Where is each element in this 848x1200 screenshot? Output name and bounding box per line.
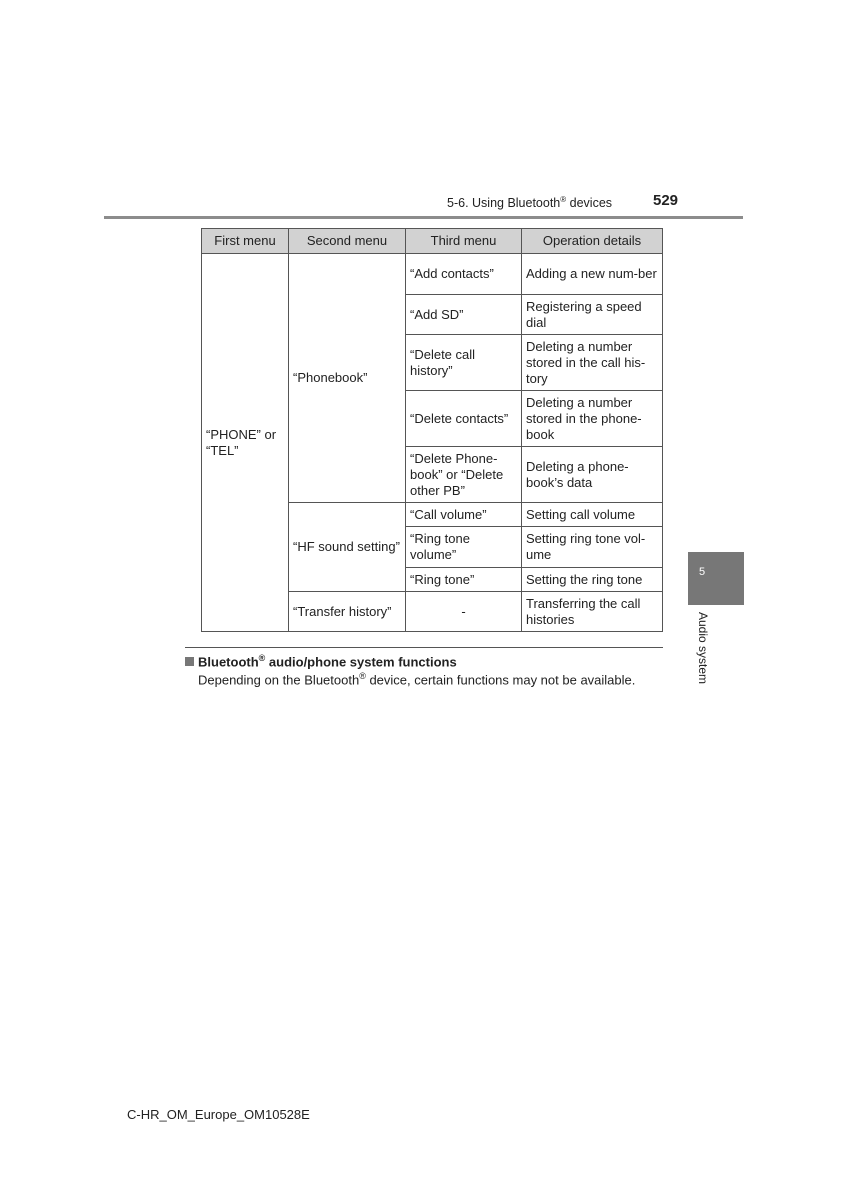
table-header-row [202,229,663,254]
third-menu-cell: “Delete contacts” [406,391,522,447]
note-body-prefix: Depending on the Bluetooth [198,672,360,688]
menu-table [201,228,663,632]
details-cell: Deleting a number stored in the phone-book [522,391,663,447]
note-title-suffix: audio/phone system functions [265,654,457,670]
document-code: C-HR_OM_Europe_OM10528E [127,1107,310,1122]
third-menu-cell: “Add SD” [406,295,522,335]
header-second-menu: Second menu [289,229,406,254]
details-cell: Transferring the call histories [522,592,663,632]
details-cell: Adding a new num-ber [522,254,663,295]
note-body [198,671,635,687]
header-first-menu: First menu [202,229,289,254]
note-title [185,653,457,669]
third-menu-cell: “Ring tone volume” [406,527,522,568]
note-body-suffix: device, certain functions may not be available. [365,672,636,688]
details-cell: Deleting a phone-book’s data [522,447,663,503]
page-number: 529 [653,192,679,209]
details-cell: Setting the ring tone [522,568,663,592]
details-cell: Setting call volume [522,503,663,527]
chapter-label: Audio system [696,612,710,685]
header-third-menu: Third menu [406,229,522,254]
details-cell: Deleting a number stored in the call his-tory [522,335,663,391]
registered-mark: ® [560,195,567,204]
section-title [447,195,612,210]
chapter-number: 5 [699,566,706,578]
table-row [202,254,663,295]
note-divider [185,647,663,648]
third-menu-cell: “Delete Phone-book” or “Delete other PB” [406,447,522,503]
third-menu-cell: “Delete call history” [406,335,522,391]
third-menu-cell: “Add contacts” [406,254,522,295]
second-menu-cell: “Transfer history” [289,592,406,632]
section-title-prefix: 5-6. Using Bluetooth [447,196,561,211]
section-title-suffix: devices [566,196,613,211]
third-menu-cell: “Ring tone” [406,568,522,592]
third-menu-cell: “Call volume” [406,503,522,527]
header-operation-details: Operation details [522,229,663,254]
details-cell: Registering a speed dial [522,295,663,335]
registered-mark: ® [258,653,266,663]
first-menu-cell: “PHONE” or “TEL” [202,254,289,632]
details-cell: Setting ring tone vol-ume [522,527,663,568]
square-bullet-icon [185,657,194,666]
second-menu-cell: “Phonebook” [289,254,406,503]
chapter-tab [688,552,744,605]
registered-mark: ® [359,671,366,681]
note-title-prefix: Bluetooth [198,654,259,670]
third-menu-cell: - [406,592,522,632]
header-divider [104,216,743,219]
second-menu-cell: “HF sound setting” [289,503,406,592]
